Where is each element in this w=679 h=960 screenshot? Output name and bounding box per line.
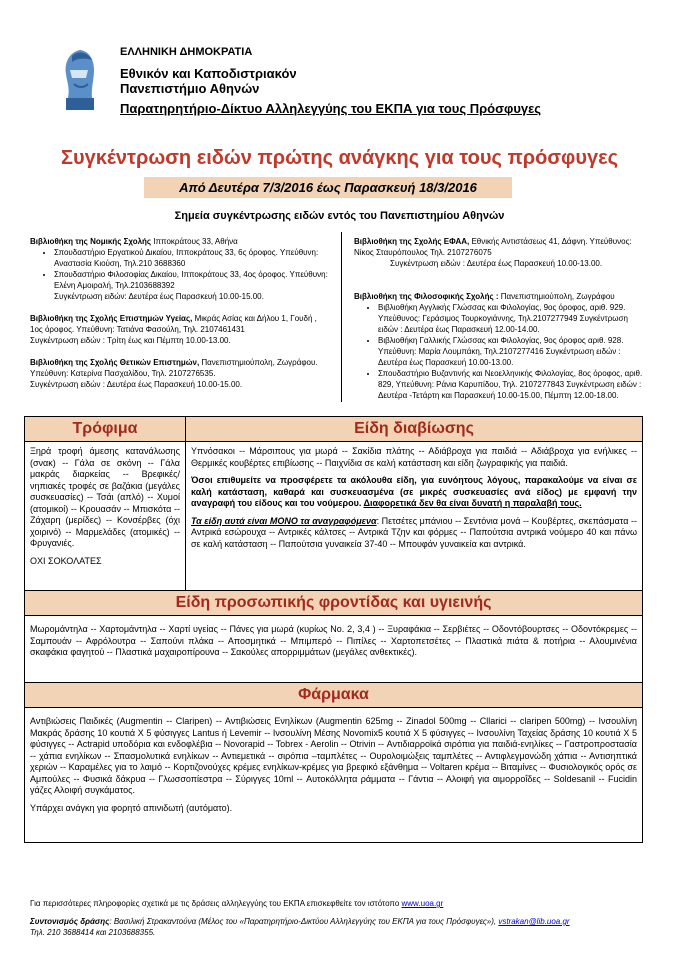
page-title: Συγκέντρωση ειδών πρώτης ανάγκης για τους πρόσφυγες [60,147,618,169]
food-list: Ξηρά τροφή άμεσης κατανάλωσης (σνακ) -- Γάλα σε σκόνη -- Γάλα μακράς διαρκείας -- Βρεφικές/νηπιακές τροφές σε βαζάκια (μεγάλες συσκευασίες) -- Τσάι (απλό) -- Χυμοί (ατομικοί) -- Κρουασάν -- Μπισκότα -- Ζάχαρη (μερίδες) -- Κονσέρβες (όχι χοιρινό) -- Μαρμελάδες (ατομικές) -- Φρυγανιές. [30,446,180,548]
meds-list: Αντιβιώσεις Παιδικές (Augmentin -- Claripen) -- Αντιβιώσεις Ενηλίκων (Augmentin 625mg -- Zinadol 500mg -- Cllarici -- claripen 500mg) -- Ινσουλίνη Μακράς δράσης 10 κουτιά Χ 5 φύσιγγες Lantus ή Levemir -- Ινσουλίνη Μέσης Novomix5 κουτιά Χ 5 φύσιγγες -- Ινσουλίνη Ταχείας δράσης 10 κουτιά Χ 5 φύσιγγες -- Actrapid υποδόρια και ενδοφλέβια -- Novorapid -- Tobrex - Aerolin -- Otrivin -- Αντιδιαρροϊκά σιρόπια για παιδιά-ενηλίκες -- Γαστροπροστασία -- χάπια ενηλίκων -- Σπασμολυτικά ενηλίκων -- Αντιεμετικά -- σιρόπια –ταμπλέτες -- Ουρολοιμώξεις ταμπλέτες -- Αντιφλεγμονώδη χάπια -- Αντισηπτικά χεριών -- Καραμέλες για το λαιμό -- Κορτιζονούχες κρέμες ενηλίκων-κρέμες για βρεφικό εξάνθημα -- Voltaren κρέμα -- Βιταμίνες -- Φυσιολογικός ορός σε Αμπούλες -- Φυσικά δάκρυα -- Γλωσσοπίεστρα -- Σύριγγες 10ml -- Αυτοκόλλητα ράμματα -- Γάντια -- Αλοιφή για αιμορροΐδες -- Soldesanil -- Fucidin γάζες Αλοιφή συγκάματος. [30,716,637,795]
hygiene-cell [25,616,643,683]
law-library-name: Βιβλιοθήκη της Νομικής Σχολής [30,237,152,246]
list-item: • Σπουδαστήριο Εργατικού Δικαίου, Ιπποκράτους 33, 6ς όροφος. Υπεύθυνη: Αναστασία Κιούση, Τηλ.210 3688360 [54,247,330,269]
uoa-link[interactable]: www.uoa.gr [401,899,444,908]
living-heading: Είδη διαβίωσης [186,417,643,442]
efaa-library-name: Βιβλιοθήκη της Σχολής ΕΦΑΑ, [354,237,470,246]
food-note: ΟΧΙ ΣΟΚΟΛΑΤΕΣ [30,555,102,566]
science-library-name: Βιβλιοθήκη της Σχολής Θετικών Επιστημών, [30,358,200,367]
food-heading: Τρόφιμα [25,417,186,442]
coordination-email-link[interactable]: vstrakan@lib.uoa.gr [498,917,570,926]
meds-cell [25,708,643,843]
living-warning: Διαφορετικά δεν θα είναι δυνατή η παραλαβή τους. [363,498,582,508]
column-divider [341,232,342,402]
coordination-label: Συντονισμός δράσης [30,917,110,926]
coordination-phone: Τηλ. 210 3688414 και 2103688355. [30,928,156,937]
living-only [191,516,637,551]
university-name: Εθνικόν και Καποδιστριακόν Πανεπιστήμιο Αθηνών [120,66,297,96]
living-request [191,475,637,510]
athena-logo-icon [58,46,102,114]
health-library-name: Βιβλιοθήκη της Σχολής Επιστημών Υγείας, [30,314,193,323]
items-table [24,416,643,843]
health-library-times: Συγκέντρωση ειδών : Τρίτη έως και Πέμπτη 10.00-13.00. [30,336,231,345]
coordination-text: : Βασιλική Στρακαντούνα (Μέλος του «Παρατηρητήριο-Δικτύου Αλληλεγγύης του ΕΚΠΑ για τους Πρόσφυγες»), [109,917,499,926]
living-request-text: Όσοι επιθυμείτε να προσφέρετε τα ακόλουθα είδη, για ευνόητους λόγους, παρακαλούμε να είναι σε καλή κατάσταση, καθαρά και συσκευασμένα (σε μικρές συσκευασίες ανά είδος) με εμφανή την αναγραφή του είδους και του νούμερου. [191,475,637,508]
efaa-library-times: Συγκέντρωση ειδών : Δευτέρα έως Παρασκευή 10.00-13.00. [390,259,603,268]
living-cell [186,442,643,591]
footer-coordination [30,916,650,938]
food-cell [25,442,186,591]
law-library-list [30,247,330,291]
list-item: • Σπουδαστήριο Βυζαντινής και Νεοελληνικής Φιλολογίας, 8ος όροφος, αριθ. 829, Υπεύθυνη: Ράνια Καρυπίδου, Τηλ. 2107277843 Συγκέντρωση ειδών : Δευτέρα -Τετάρτη και Παρασκευή 10.00-15.00, Πέμπτη 12.00-18.00. [378,368,650,401]
right-locations [354,236,650,401]
meds-heading: Φάρμακα [25,683,643,708]
law-library-address: Ιπποκράτους 33, Αθήνα [151,237,238,246]
date-range: Από Δευτέρα 7/3/2016 έως Παρασκευή 18/3/2016 [144,177,512,198]
philosophy-library-name: Βιβλιοθήκη της Φιλοσοφικής Σχολής : [354,292,499,301]
footer-info-text: Για περισσότερες πληροφορίες σχετικά με τις δράσεις αλληλεγγύης του ΕΚΠΑ επισκεφθείτε τον ιστότοπο [30,899,402,908]
left-locations [30,236,330,390]
efaa-library-address: Εθνικής Αντιστάσεως 41, Δάφνη. Υπεύθυνος: Νίκος Σταυρόπουλος Τηλ. 2107276075 [354,237,632,257]
list-item: • Βιβλιοθήκη Αγγλικής Γλώσσας και Φιλολογίας, 9ος όροφος, αριθ. 929. Υπεύθυνος: Γεράσιμος Τουρκογιάννης, Τηλ.2107277949 Συγκέντρωση ειδών : Δευτέρα έως Παρασκευή 12.00-14.00. [378,302,650,335]
points-heading: Σημεία συγκέντρωσης ειδών εντός του Πανεπιστημίου Αθηνών [174,210,505,222]
philosophy-library-address: Πανεπιστημιούπολη, Ζωγράφου [498,292,615,301]
meds-note: Υπάρχει ανάγκη για φορητό απινιδωτή (αυτόματο). [30,802,233,813]
list-item: • Σπουδαστήριο Φιλοσοφίας Δικαίου, Ιπποκράτους 33, 4ος όροφος. Υπεύθυνη: Ελένη Αμοιραλή, Τηλ.2103688392 [54,269,330,291]
health-library-address: Μικράς Ασίας και Δήλου 1, Γουδή , 1ος όροφος. Υπεύθυνη: Τατιάνα Φασούλη, Τηλ. 2107461431 [30,314,317,334]
living-list: Υπνόσακοι -- Μάρσιπους για μωρά -- Σακίδια πλάτης -- Αδιάβροχα για παιδιά -- Αδιάβροχα για ενήλικες -- Θερμικές κουβέρτες επιβίωσης -- Παιχνίδια σε καλή κατάσταση και είδη ζωγραφικής για παιδιά. [191,446,637,468]
hygiene-heading: Είδη προσωπικής φροντίδας και υγιεινής [25,591,643,616]
law-library-times: Συγκέντρωση ειδών: Δευτέρα έως Παρασκευή 10.00-15.00. [54,292,264,301]
republic-label: ΕΛΛΗΝΙΚΗ ΔΗΜΟΚΡΑΤΙΑ [120,46,253,58]
hygiene-list: Μωρομάντηλα -- Χαρτομάντηλα -- Χαρτί υγείας -- Πάνες για μωρά (κυρίως Νο. 2, 3,4 ) -- Ξυραφάκια -- Σερβιέτες -- Οδοντόβουρτσες -- Οδοντόκρεμες -- Σαμπουάν -- Αφρόλουτρα -- Σαπούνι πλάκα -- Αποσμητικά -- Μπιμπερό -- Πιπίλες -- Χαρτοπετσέτες -- Πλαστικά πιάτα & ποτήρια -- Αλουμινένια σκαφάκια φαγητού -- Πλαστικά μαχαιροπίρουνα -- Σακούλες απορριμμάτων (μεγάλες ανθεκτικές). [30,624,637,657]
science-library-times: Συγκέντρωση ειδών : Δευτέρα έως Παρασκευή 10.00-15.00. [30,380,243,389]
footer-info [30,898,650,909]
living-only-label: Τα είδη αυτά είναι ΜΟΝΟ τα αναγραφόμενα [191,515,377,526]
list-item: • Βιβλιοθήκη Γαλλικής Γλώσσας και Φιλολογίας, 9ος όροφος αριθ. 928. Υπεύθυνη: Μαρία Λουμπάκη, Τηλ.2107277416 Συγκέντρωση ειδών : Δευτέρα έως Παρασκευή 10.00-13.00. [378,335,650,368]
living-only-text: : Πετσέτες μπάνιου -- Σεντόνια μονά -- Κουβέρτες, σκεπάσματα -- Αντρικά εσώρουχα -- Αντρικές κάλτσες -- Αντρικά Τζην και φόρμες -- Παπούτσια αντρικά νούμερο 40 και πάνω σε καλή κατάσταση -- Παπούτσια γυναικεία 37-40 -- Μπουφάν γυναικεία και αντρικά. [191,515,637,549]
observatory-name: Παρατηρητήριο-Δίκτυο Αλληλεγγύης του ΕΚΠΑ για τους Πρόσφυγες [120,101,542,116]
science-library-address: Πανεπιστημιούπολη, Ζωγράφου. Υπεύθυνη: Κατερίνα Πασχαλίδου, Τηλ. 2107276535. [30,358,318,378]
philosophy-library-list [354,302,650,401]
